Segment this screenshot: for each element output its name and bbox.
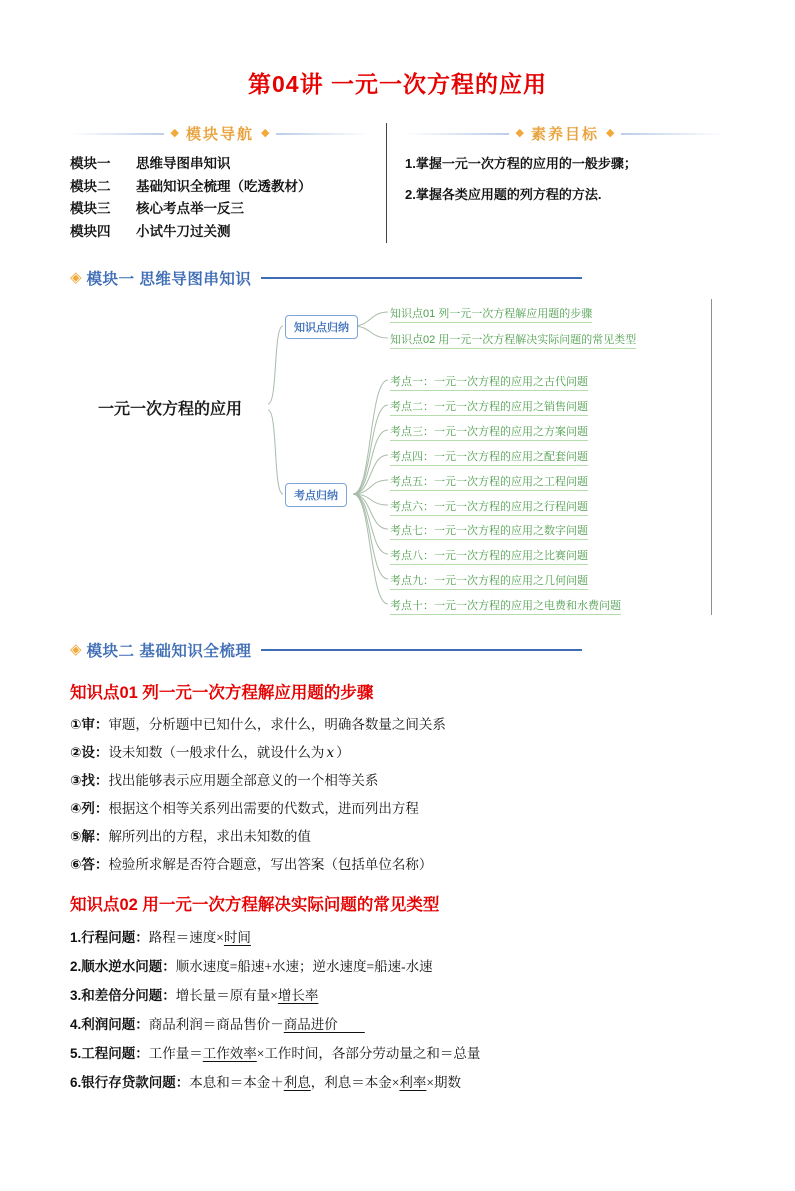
nav-item-label: 思维导图串知识 bbox=[136, 156, 231, 171]
mindmap-topic-kaodian-4: 考点四：一元一次方程的应用之配套问题 bbox=[390, 448, 588, 466]
step-row-4 bbox=[70, 795, 725, 823]
step-row-3 bbox=[70, 767, 725, 795]
diamond-icon: ◆ bbox=[170, 127, 179, 139]
mindmap-topic-knowledge-2: 知识点02 用一元一次方程解决实际问题的常见类型 bbox=[390, 331, 636, 349]
mindmap-topic-kaodian-10: 考点十：一元一次方程的应用之电费和水费问题 bbox=[390, 597, 621, 615]
diamond-outline-icon: ◈ bbox=[70, 641, 82, 658]
worksheet-page bbox=[0, 66, 795, 1191]
step-tail: ） bbox=[336, 745, 350, 760]
section-header-module1 bbox=[70, 267, 582, 289]
decorative-line bbox=[70, 133, 164, 135]
step-label: ①审： bbox=[70, 717, 109, 732]
type-text: ×期数 bbox=[426, 1075, 462, 1090]
mindmap-topic-kaodian-7: 考点七：一元一次方程的应用之数字问题 bbox=[390, 522, 588, 540]
mindmap-branch-kaodian: 考点归纳 bbox=[285, 483, 347, 507]
step-text: 审题，分析题中已知什么，求什么，明确各数量之间关系 bbox=[108, 717, 446, 732]
type-row-5 bbox=[70, 1039, 725, 1068]
step-variable bbox=[446, 717, 450, 733]
type-label: 5.工程问题： bbox=[70, 1046, 149, 1061]
mindmap-topic-kaodian-8: 考点八：一元一次方程的应用之比赛问题 bbox=[390, 547, 588, 565]
nav-item-num: 模块二 bbox=[70, 178, 111, 194]
mindmap-right-border bbox=[711, 299, 712, 615]
step-variable bbox=[378, 773, 382, 789]
kp02-heading: 知识点02 用一元一次方程解决实际问题的常见类型 bbox=[70, 896, 440, 914]
step-text: 检验所求解是否符合题意，写出答案（包括单位名称） bbox=[108, 857, 433, 872]
section1-title: 模块一 思维导图串知识 bbox=[86, 271, 252, 288]
nav-item-num: 模块四 bbox=[70, 223, 111, 239]
step-text: 根据这个相等关系列出需要的代数式，进而列出方程 bbox=[108, 801, 419, 816]
goals-panel bbox=[386, 123, 725, 243]
nav-item-label: 基础知识全梳理（吃透教材） bbox=[136, 178, 312, 194]
section-divider-line bbox=[261, 277, 582, 279]
goals-title: 素养目标 bbox=[531, 126, 600, 143]
step-text: 找出能够表示应用题全部意义的一个相等关系 bbox=[108, 773, 379, 788]
type-row-1 bbox=[70, 923, 725, 952]
kp02-types bbox=[70, 923, 725, 1097]
type-row-4 bbox=[70, 1010, 725, 1039]
diamond-icon: ◆ bbox=[606, 127, 615, 139]
decorative-line bbox=[405, 133, 509, 135]
type-text: 顺水速度=船速+水速；逆水速度=船速-水速 bbox=[175, 959, 433, 974]
step-text: 解所列出的方程，求出未知数的值 bbox=[108, 829, 311, 844]
type-underlined: 利率 bbox=[399, 1075, 427, 1090]
nav-item-label: 小试牛刀过关测 bbox=[136, 223, 231, 239]
mindmap-branch-knowledge: 知识点归纳 bbox=[285, 315, 358, 339]
mindmap bbox=[70, 295, 730, 623]
step-label: ④列： bbox=[70, 801, 109, 816]
step-row-2 bbox=[70, 739, 725, 767]
module-nav-title: 模块导航 bbox=[186, 126, 255, 143]
nav-item-module1 bbox=[70, 153, 370, 176]
mindmap-topic-knowledge-1: 知识点01 列一元一次方程解应用题的步骤 bbox=[390, 305, 592, 323]
section-divider-line bbox=[261, 649, 582, 651]
step-label: ⑤解： bbox=[70, 829, 109, 844]
mindmap-topic-kaodian-9: 考点九：一元一次方程的应用之几何问题 bbox=[390, 572, 588, 590]
type-underlined: 利息 bbox=[283, 1075, 311, 1090]
diamond-outline-icon: ◈ bbox=[70, 269, 82, 286]
step-text: 设未知数（一般求什么，就设什么为 bbox=[108, 745, 325, 760]
step-variable bbox=[419, 801, 423, 817]
kp01-heading: 知识点01 列一元一次方程解应用题的步骤 bbox=[70, 684, 374, 702]
mindmap-topic-kaodian-3: 考点三：一元一次方程的应用之方案问题 bbox=[390, 423, 588, 441]
type-text: 工作量＝ bbox=[148, 1046, 203, 1061]
step-variable: x bbox=[326, 745, 335, 761]
step-label: ⑥答： bbox=[70, 857, 109, 872]
module-nav-title-row bbox=[70, 123, 370, 144]
section-header-module2 bbox=[70, 639, 582, 661]
goal-item-1: 1.掌握一元一次方程的应用的一般步骤； bbox=[405, 156, 637, 171]
type-label: 1.行程问题： bbox=[70, 930, 149, 945]
diamond-icon: ◆ bbox=[261, 127, 270, 139]
section2-title: 模块二 基础知识全梳理 bbox=[86, 643, 252, 660]
type-text: ×工作时间，各部分劳动量之和＝总量 bbox=[256, 1046, 481, 1061]
step-row-1 bbox=[70, 711, 725, 739]
page-title: 第04讲 一元一次方程的应用 bbox=[248, 71, 547, 97]
goal-item-2: 2.掌握各类应用题的列方程的方法. bbox=[405, 187, 602, 202]
step-variable bbox=[311, 829, 315, 845]
type-label: 2.顺水逆水问题： bbox=[70, 959, 176, 974]
step-label: ②设： bbox=[70, 745, 109, 760]
step-variable bbox=[432, 857, 436, 873]
goals-title-row bbox=[405, 123, 725, 144]
type-label: 4.利润问题： bbox=[70, 1017, 149, 1032]
nav-item-module3 bbox=[70, 198, 370, 221]
step-label: ③找： bbox=[70, 773, 109, 788]
type-text: 商品利润＝商品售价－ bbox=[148, 1017, 284, 1032]
type-text: 路程＝速度× bbox=[148, 930, 224, 945]
type-text: ，利息＝本金× bbox=[310, 1075, 400, 1090]
type-text: 增长量＝原有量× bbox=[175, 988, 278, 1003]
decorative-line bbox=[276, 133, 370, 135]
mindmap-topic-kaodian-2: 考点二：一元一次方程的应用之销售问题 bbox=[390, 398, 588, 416]
type-label: 3.和差倍分问题： bbox=[70, 988, 176, 1003]
type-underlined: 时间 bbox=[223, 930, 251, 945]
module-nav-panel bbox=[70, 123, 386, 243]
diamond-icon: ◆ bbox=[515, 127, 524, 139]
type-underlined: 商品进价 bbox=[283, 1017, 365, 1032]
type-row-6 bbox=[70, 1068, 725, 1097]
mindmap-topic-kaodian-5: 考点五：一元一次方程的应用之工程问题 bbox=[390, 473, 588, 491]
mindmap-topic-kaodian-1: 考点一：一元一次方程的应用之古代问题 bbox=[390, 373, 588, 391]
type-underlined: 工作效率 bbox=[202, 1046, 257, 1061]
mindmap-root: 一元一次方程的应用 bbox=[98, 401, 243, 418]
decorative-line bbox=[621, 133, 725, 135]
type-underlined: 增长率 bbox=[277, 988, 319, 1003]
step-row-5 bbox=[70, 823, 725, 851]
nav-item-module2 bbox=[70, 176, 370, 199]
type-text: 本息和＝本金＋ bbox=[189, 1075, 284, 1090]
kp01-steps bbox=[70, 711, 725, 879]
nav-item-module4 bbox=[70, 221, 370, 244]
header-columns bbox=[70, 123, 725, 243]
type-row-3 bbox=[70, 981, 725, 1010]
nav-item-num: 模块三 bbox=[70, 201, 111, 216]
type-label: 6.银行存贷款问题： bbox=[70, 1075, 190, 1090]
nav-item-label: 核心考点举一反三 bbox=[136, 201, 244, 216]
mindmap-topic-kaodian-6: 考点六：一元一次方程的应用之行程问题 bbox=[390, 498, 588, 516]
step-row-6 bbox=[70, 851, 725, 879]
nav-item-num: 模块一 bbox=[70, 156, 111, 171]
type-row-2 bbox=[70, 952, 725, 981]
